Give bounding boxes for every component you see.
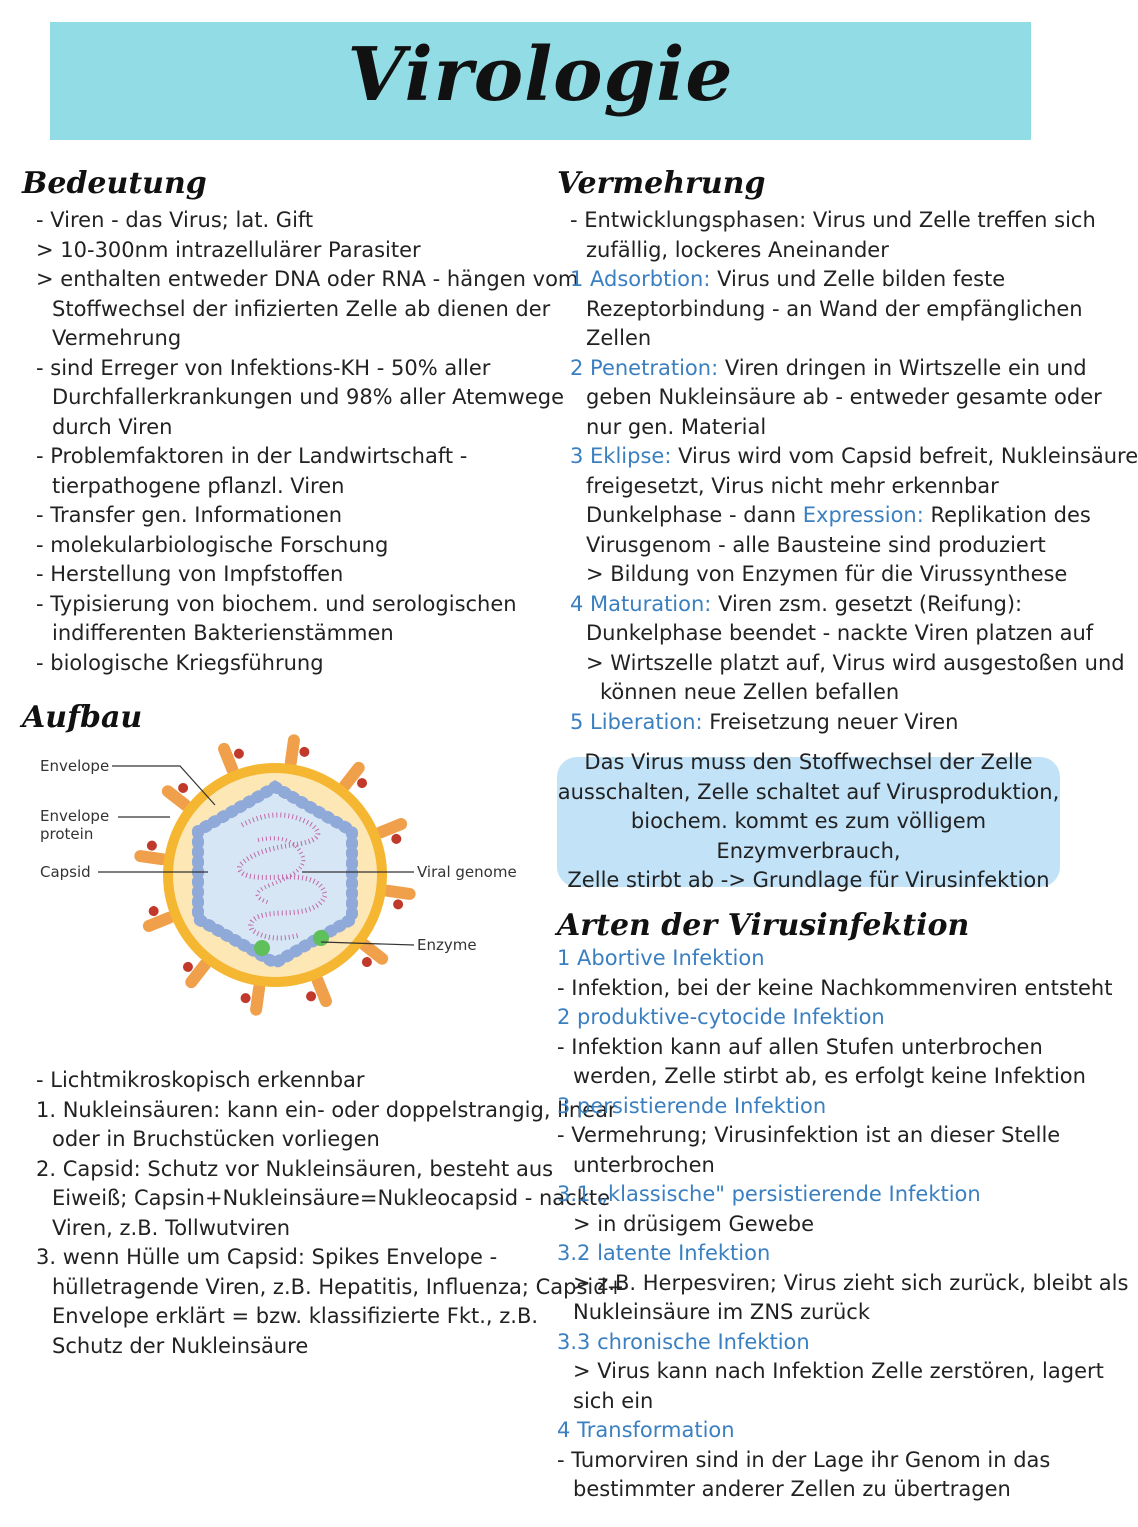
phase-penetration-text: Viren dringen in Wirtszelle ein und [718,355,1087,380]
arten-line: - Vermehrung; Virusinfektion ist an dieser Stelle [557,1123,1061,1147]
phase-penetration-label: 2 Penetration: [570,355,719,380]
bedeutung-line: > 10-300nm intrazellulärer Parasiter [36,237,421,262]
label-viral-genome: Viral genome [417,863,517,881]
label-envelope-protein-1: Envelope [40,807,110,825]
phase-maturation [570,590,1138,620]
label-envelope: Envelope [40,757,110,775]
phase-adsorbtion-text-2: Rezeptorbindung - an Wand der empfänglichen [586,296,1083,321]
bedeutung-line: - Typisierung von biochem. und serologischen [36,591,517,616]
envelope-protein-dot [305,990,318,1003]
bedeutung-line: - sind Erreger von Infektions-KH - 50% aller [36,355,491,380]
aufbau-line: hülletragende Viren, z.B. Hepatitis, Influenza; Capsid+ [52,1274,625,1299]
phase-expression-label: Expression: [802,503,924,527]
arten-line: > Virus kann nach Infektion Zelle zerstören, lagert [573,1359,1104,1383]
phase-adsorbtion-text: Virus und Zelle bilden feste [710,267,1006,291]
bedeutung-line: - biologische Kriegsführung [36,650,324,675]
envelope-protein-dot [232,747,245,760]
arten-list [557,944,1128,1505]
enzyme-shape-2 [313,930,329,946]
phase-expression-line [570,501,1138,531]
info-line-3: biochem. kommt es zum völligem Enzymverbrauch, [630,809,987,863]
bedeutung-line: indifferenten Bakterienstämmen [52,621,394,645]
label-envelope-protein-2: protein [40,825,94,843]
phase-eklipse-text: Virus wird vom Capsid befreit, Nukleinsäure [671,444,1138,468]
phase-penetration [570,354,1138,384]
phase-adsorbtion [570,265,1138,295]
phase-penetration-text-2: geben Nukleinsäure ab - entweder gesamte oder [586,385,1102,409]
label-capsid: Capsid [40,863,91,881]
phase-liberation [570,708,1138,738]
envelope-protein-dot [240,992,251,1003]
info-box [557,750,1060,893]
phase-adsorbtion-text-3: Zellen [586,326,652,350]
enzyme-shape-1 [254,940,270,956]
phase-maturation-text-2: Dunkelphase beendet - nackte Viren platzen auf [586,621,1094,645]
aufbau-line: - Lichtmikroskopisch erkennbar [36,1068,365,1092]
info-line-2: ausschalten, Zelle schaltet auf Virusproduktion, [557,779,1060,804]
bedeutung-line: - molekularbiologische Forschung [36,532,389,557]
arten-line: 3.2 latente Infektion [557,1241,771,1265]
bedeutung-line: > enthalten entweder DNA oder RNA - hängen vom [36,267,579,291]
bedeutung-line: Stoffwechsel der infizierten Zelle ab dienen der [52,296,551,321]
arten-line: > in drüsigem Gewebe [573,1211,815,1236]
phase-eklipse-label: 3 Eklipse: [570,444,672,468]
phase-expression-text-2: Virusgenom - alle Bausteine sind produziert [586,532,1046,557]
info-line-1: Das Virus muss den Stoffwechsel der Zelle [584,750,1033,775]
label-enzyme: Enzyme [417,936,477,954]
virus-diagram [30,745,530,1045]
bedeutung-line: - Viren - das Virus; lat. Gift [36,208,314,232]
bedeutung-line: Durchfallerkrankungen und 98% aller Atemwege [52,385,565,409]
arten-line: unterbrochen [573,1152,715,1177]
envelope-protein-dot [147,905,160,918]
aufbau-line: 1. Nukleinsäuren: kann ein- oder doppelstrangig, linear [36,1097,617,1122]
info-box-text [557,748,1060,896]
phase-adsorbtion-label: 1 Adsorbtion: [570,267,711,291]
phase-expression-text: Replikation des [923,503,1091,527]
bedeutung-line: - Problemfaktoren in der Landwirtschaft - [36,444,468,468]
bedeutung-line: - Transfer gen. Informationen [36,503,343,527]
phase-liberation-text: Freisetzung neuer Viren [702,709,959,734]
bedeutung-list [36,206,578,678]
phase-maturation-text-4: können neue Zellen befallen [600,680,900,704]
bedeutung-line: durch Viren [52,414,173,439]
phase-eklipse [570,442,1138,472]
dunkelphase-text: Dunkelphase - dann [586,503,803,527]
aufbau-line: Envelope erklärt = bzw. klassifizierte Fkt., z.B. [52,1304,539,1328]
heading-bedeutung: Bedeutung [22,166,207,201]
page-title: Virologie [347,32,734,118]
capsid-hexagon [198,787,352,963]
bedeutung-line: tierpathogene pflanzl. Viren [52,473,345,498]
aufbau-list [36,1066,624,1361]
heading-vermehrung: Vermehrung [557,166,766,201]
arten-line: 3 persistierende Infektion [557,1093,827,1118]
arten-line: 3.1 „klassische" persistierende Infektion [557,1182,981,1206]
phase-liberation-label: 5 Liberation: [570,709,703,734]
heading-arten: Arten der Virusinfektion [557,908,970,943]
aufbau-line: Viren, z.B. Tollwutviren [52,1215,291,1240]
arten-line: sich ein [573,1388,654,1413]
phase-maturation-text: Viren zsm. gesetzt (Reifung): [711,591,1023,616]
phase-maturation-text-3: > Wirtszelle platzt auf, Virus wird ausgestoßen und [586,650,1125,675]
arten-line: werden, Zelle stirbt ab, es erfolgt keine Infektion [573,1064,1086,1088]
arten-line: 1 Abortive Infektion [557,946,765,970]
aufbau-line: 2. Capsid: Schutz vor Nukleinsäuren, besteht aus [36,1156,554,1181]
heading-aufbau: Aufbau [22,700,143,735]
vermehrung-list [570,206,1138,737]
arten-line: > z.B. Herpesviren; Virus zieht sich zurück, bleibt als [573,1270,1129,1295]
envelope-protein-dot [392,899,403,910]
arten-line: - Tumorviren sind in der Lage ihr Genom in das [557,1447,1051,1472]
arten-line: - Infektion kann auf allen Stufen unterbrochen [557,1034,1043,1059]
arten-line: 2 produktive-cytocide Infektion [557,1005,885,1029]
phase-eklipse-text-2: freigesetzt, Virus nicht mehr erkennbar [586,473,999,498]
info-line-4: Zelle stirbt ab -> Grundlage für Virusinfektion [567,868,1050,893]
aufbau-line: Eiweiß; Capsin+Nukleinsäure=Nukleocapsid - nackte [52,1186,611,1210]
vermehrung-intro-1: - Entwicklungsphasen: Virus und Zelle treffen sich [570,208,1096,232]
phase-maturation-label: 4 Maturation: [570,591,712,616]
envelope-protein-dot [390,832,403,845]
phase-expression-text-3: > Bildung von Enzymen für die Virussynthese [586,562,1068,586]
aufbau-line: 3. wenn Hülle um Capsid: Spikes Envelope - [36,1245,498,1269]
arten-line: Nukleinsäure im ZNS zurück [573,1300,871,1324]
arten-line: bestimmter anderer Zellen zu übertragen [573,1477,1011,1501]
aufbau-line: Schutz der Nukleinsäure [52,1333,309,1358]
vermehrung-intro-2: zufällig, lockeres Aneinander [586,237,889,262]
bedeutung-line: - Herstellung von Impfstoffen [36,562,344,586]
arten-line: 4 Transformation [557,1418,735,1442]
aufbau-line: oder in Bruchstücken vorliegen [52,1127,380,1151]
bedeutung-line: Vermehrung [52,326,182,350]
phase-penetration-text-3: nur gen. Material [586,414,767,439]
envelope-protein-dot [299,746,310,757]
arten-line: 3.3 chronische Infektion [557,1329,810,1354]
arten-line: - Infektion, bei der keine Nachkommenviren entsteht [557,975,1113,1000]
title-banner [50,22,1031,140]
envelope-protein-dot [146,840,157,851]
